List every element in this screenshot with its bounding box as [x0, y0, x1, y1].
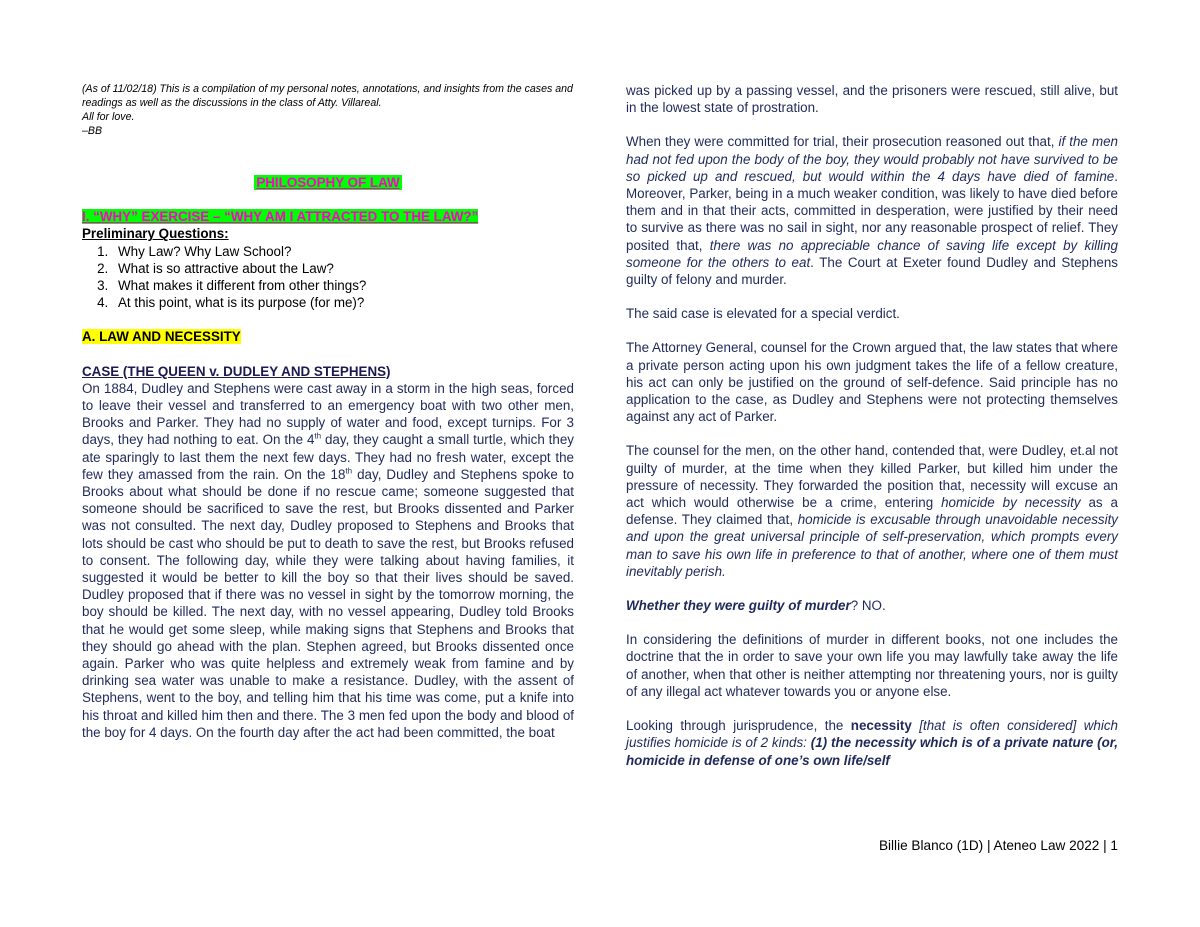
preliminary-questions-heading: Preliminary Questions: [82, 226, 229, 242]
list-item: 2. What is so attractive about the Law? [112, 260, 574, 277]
defense-paragraph: The counsel for the men, on the other hand, contended that, were Dudley, et.al not guilty of murder, at the time when they killed Parker, but killed him under the pressure of necessity. They forwarded the position that, necessity will excuse an act which would otherwise be a crime, entering homicide by necessity as a defense. They claimed that, homicide is excusable through unavoidable necessity and upon the great universal principle of self-preservation, which prompts every man to save his own life in preference to that of another, where one of them must inevitably perish. [626, 443, 1118, 579]
jurisprudence-paragraph: Looking through jurisprudence, the necessity [that is often considered] which justifies homicide is of 2 kinds: (1) the necessity which is of a private nature (or, homicide in defense of one’s own life/self [626, 718, 1119, 768]
case-facts: On 1884, Dudley and Stephens were cast away in a storm in the high seas, forced to leave their vessel and transferred to an emergency boat with two other men, Brooks and Parker. They had no supply of water and food, except turnips. For 3 days, they had nothing to eat. On the 4th day, they caught a small turtle, which they ate sparingly to last them the next few days. They had no fresh water, except the few they amassed from the rain. On the 18th day, Dudley and Stephens spoke to Brooks about what should be done if no rescue came; someone suggested that someone should be sacrificed to save the rest, but Brooks dissented and Parker was not consulted. The next day, Dudley proposed to Stephens and Brooks that lots should be cast who should be put to death to save the rest, but Brooks refused to consent. The following day, while they were talking about having families, it suggested it would be better to kill the boy so that their lives should be saved. Dudley proposed that if there was no vessel in sight by the tomorrow morning, the boy should be killed. The next day, with no vessel appearing, Dudley told Brooks that he would get some sleep, while making signs that Stephens and Brooks that they should go ahead with the plan. Stephen agreed, but Brooks dissented once again. Parker who was quite helpless and extremely weak from famine and by drinking sea water was unable to make a resistance. Dudley, with the assent of Stephens, went to the boy, and telling him that his time was come, put a knife into his throat and killed him then and there. The 3 men fed upon the body and blood of the boy for 4 days. On the fourth day after the act had been committed, the boat [82, 380, 574, 740]
facts-continued: was picked up by a passing vessel, and the prisoners were rescued, still alive, but in the lowest state of prostration. [626, 83, 1118, 116]
questions-list [82, 243, 574, 312]
section-1-heading: I. “WHY” EXERCISE – “WHY AM I ATTRACTED TO THE LAW?” [82, 209, 479, 225]
right-column [626, 82, 1118, 769]
ruling-paragraph: In considering the definitions of murder in different books, not one includes the doctrine that the in order to save your own life you may lawfully take away the life of another, when that other is neither attempting nor threatening yours, nor is guilty of any illegal act whatever towards you or anyone else. [626, 632, 1118, 699]
prosecution-paragraph: When they were committed for trial, their prosecution reasoned out that, if the men had not fed upon the body of the boy, they would probably not have survived to be so picked up and rescued, but would within the 4 days have died of famine. Moreover, Parker, being in a much weaker condition, was likely to have died before them and in that their acts, committed in desperation, were justified by their need to survive as there was no sail in sight, nor any reasonable prospect of relief. They posited that, there was no appreciable chance of saving life except by killing someone for the others to eat. The Court at Exeter found Dudley and Stephens guilty of felony and murder. [626, 134, 1118, 288]
left-column [82, 82, 574, 741]
list-item: 4. At this point, what is its purpose (for me)? [112, 294, 574, 311]
intro-note: (As of 11/02/18) This is a compilation of my personal notes, annotations, and insights from the cases and readings as well as the discussions in the class of Atty. Villareal. All for love. –BB [82, 83, 573, 137]
document-title: PHILOSOPHY OF LAW [256, 175, 400, 190]
special-verdict-paragraph: The said case is elevated for a special verdict. [626, 306, 900, 322]
section-a-heading: A. LAW AND NECESSITY [82, 329, 241, 345]
attorney-general-paragraph: The Attorney General, counsel for the Crown argued that, the law states that where a private person acting upon his own judgment takes the life of a fellow creature, his act can only be justified on the ground of self-defence. Said principle has no application to the case, as Dudley and Stephens were not protecting themselves against any act of Parker. [626, 340, 1119, 425]
page-footer: Billie Blanco (1D) | Ateneo Law 2022 | 1 [878, 838, 1118, 853]
list-item: 1. Why Law? Why Law School? [112, 243, 574, 260]
case-title: CASE (THE QUEEN v. DUDLEY AND STEPHENS) [82, 363, 391, 379]
list-item: 3. What makes it different from other things? [112, 277, 574, 294]
issue: Whether they were guilty of murder? NO. [626, 598, 886, 614]
